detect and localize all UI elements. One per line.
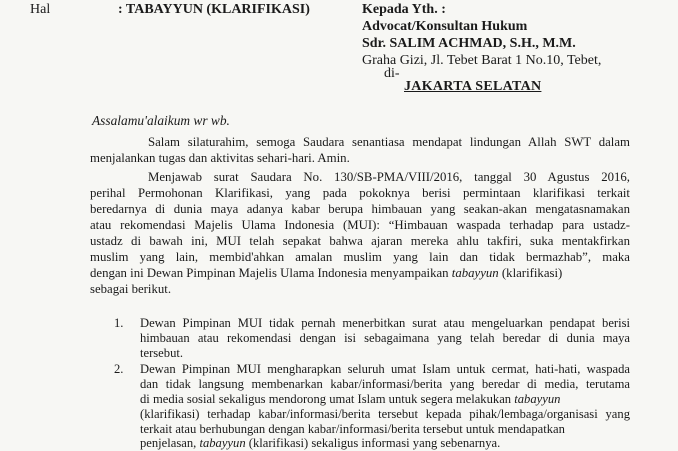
p2-line-4: atau rekomendasi Majelis Ulama Indonesia (MUI): “Himbauan waspada terhadap para ustadz- xyxy=(90,218,630,232)
recipient-address: Graha Gizi, Jl. Tebet Barat 1 No.10, Tebet, xyxy=(362,53,602,68)
p2-line-1: Menjawab surat Saudara No. 130/SB-PMA/VIII/2016, tanggal 30 Agustus 2016, xyxy=(148,170,630,184)
list-item-1-line-3: tersebut. xyxy=(140,346,184,360)
city: JAKARTA SELATAN xyxy=(404,79,542,94)
list-item-1-line-2: himbauan atau rekomendasi dengan isi sebagaimana yang telah beredar di dunia maya xyxy=(140,331,630,345)
subject: : TABAYYUN (KLARIFIKASI) xyxy=(118,2,310,17)
list-item-2-line-1: Dewan Pimpinan MUI mengharapkan seluruh umat Islam untuk cermat, hati-hati, waspada xyxy=(140,362,630,376)
p2-line-6: muslim yang lain, membid'ahkan amalan muslim yang lain dan tidak bermazhab”, maka xyxy=(90,250,630,264)
list-item-2-line-4: (klarifikasi) terhadap kabar/informasi/berita tersebut kepada pihak/lembaga/organisasi yang xyxy=(140,407,630,421)
p2-line-2: perihal Permohonan Klarifikasi, yang pada pokoknya berisi permintaan klarifikasi terkait xyxy=(90,186,630,200)
hal-label: Hal xyxy=(30,2,51,17)
list-item-2-line-6: penjelasan, tabayyun (klarifikasi) sekaligus informasi yang sebenarnya. xyxy=(140,436,501,450)
p2-line-8: sebagai berikut. xyxy=(90,282,172,296)
p2-line-3: beredarnya di dunia maya adanya kabar berupa himbauan yang seakan-akan mengatasnamakan xyxy=(90,202,630,216)
di-label: di- xyxy=(384,66,400,81)
list-item-2-line-3: di media sosial sekaligus mendorong umat Islam untuk segera melakukan tabayyun xyxy=(140,392,561,406)
to-label: Kepada Yth. : xyxy=(362,2,446,17)
list-item-1-number: 1. xyxy=(114,316,124,330)
p1-line-1: Salam silaturahim, semoga Saudara senantiasa mendapat lindungan Allah SWT dalam xyxy=(148,135,630,149)
list-item-1-line-1: Dewan Pimpinan MUI tidak pernah menerbitkan surat atau mengeluarkan pendapat berisi xyxy=(140,316,630,330)
p2-line-7: dengan ini Dewan Pimpinan Majelis Ulama Indonesia menyampaikan tabayyun (klarifikasi) xyxy=(90,266,563,280)
recipient-name: Sdr. SALIM ACHMAD, S.H., M.M. xyxy=(362,36,576,51)
p2-line-5: ustadz di bawah ini, MUI telah sepakat bahwa ajaran mereka ahlu takfiri, suka mentakfirkan xyxy=(90,234,630,248)
p1-line-2: menjalankan tugas dan aktivitas sehari-hari. Amin. xyxy=(90,151,350,165)
greeting: Assalamu'alaikum wr wb. xyxy=(92,113,230,128)
list-item-2-line-2: dan tidak langsung membenarkan kabar/informasi/berita yang beredar di media, terutama xyxy=(140,377,630,391)
list-item-2-number: 2. xyxy=(114,362,124,376)
recipient-title: Advocat/Konsultan Hukum xyxy=(362,19,528,34)
list-item-2-line-5: terkait atau berhubungan dengan kabar/informasi/berita tersebut untuk mendapatkan xyxy=(140,422,565,436)
